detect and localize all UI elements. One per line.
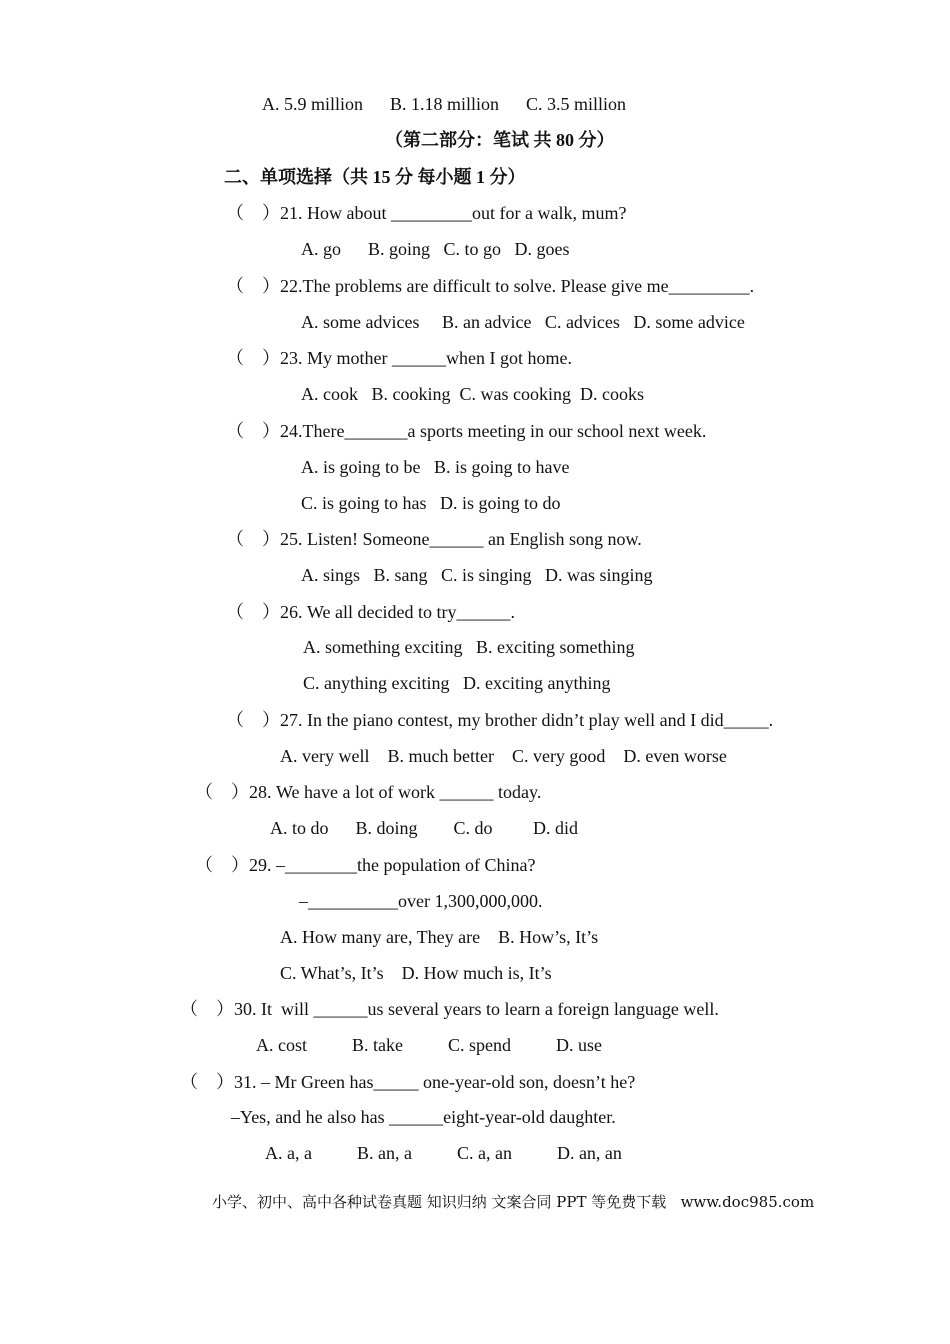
q28-options: A. to do B. doing C. do D. did xyxy=(270,818,579,838)
q29-answer-line: –__________over 1,300,000,000. xyxy=(299,891,543,911)
question-30: （ ）30. It will ______us several years to learn a foreign language well. xyxy=(180,999,719,1019)
question-31: （ ）31. – Mr Green has_____ one-year-old son, doesn’t he? xyxy=(180,1072,636,1092)
q26-options-1: A. something exciting B. exciting something xyxy=(303,637,635,657)
question-24: （ ）24.There_______a sports meeting in our school next week. xyxy=(226,421,707,441)
q24-options-1: A. is going to be B. is going to have xyxy=(301,457,570,477)
question-23: （ ）23. My mother ______when I got home. xyxy=(226,348,572,368)
question-29: （ ）29. –________the population of China? xyxy=(195,855,536,875)
page-footer: 小学、初中、高中各种试卷真题 知识归纳 文案合同 PPT 等免费下载 www.doc985.com xyxy=(212,1193,815,1211)
q23-options: A. cook B. cooking C. was cooking D. cooks xyxy=(301,384,644,404)
question-27: （ ）27. In the piano contest, my brother didn’t play well and I did_____. xyxy=(226,710,774,730)
q26-options-2: C. anything exciting D. exciting anything xyxy=(303,673,611,693)
question-26: （ ）26. We all decided to try______. xyxy=(226,602,515,622)
part-two-heading: （第二部分：笔试 共 80 分） xyxy=(385,130,615,150)
q25-options: A. sings B. sang C. is singing D. was singing xyxy=(301,565,653,585)
q27-options: A. very well B. much better C. very good D. even worse xyxy=(280,746,727,766)
q20-options: A. 5.9 million B. 1.18 million C. 3.5 million xyxy=(262,94,627,114)
q29-options-1: A. How many are, They are B. How’s, It’s xyxy=(280,927,599,947)
q31-answer-line: –Yes, and he also has ______eight-year-old daughter. xyxy=(231,1107,616,1127)
q22-options: A. some advices B. an advice C. advices D. some advice xyxy=(301,312,745,332)
question-22: （ ）22.The problems are difficult to solve. Please give me_________. xyxy=(226,276,755,296)
q29-options-2: C. What’s, It’s D. How much is, It’s xyxy=(280,963,552,983)
section-heading: 二、单项选择（共 15 分 每小题 1 分） xyxy=(224,167,526,187)
q30-options: A. cost B. take C. spend D. use xyxy=(256,1035,602,1055)
question-25: （ ）25. Listen! Someone______ an English song now. xyxy=(226,529,642,549)
question-28: （ ）28. We have a lot of work ______ today. xyxy=(195,782,542,802)
q21-options: A. go B. going C. to go D. goes xyxy=(301,239,570,259)
q24-options-2: C. is going to has D. is going to do xyxy=(301,493,561,513)
q31-options: A. a, a B. an, a C. a, an D. an, an xyxy=(265,1143,622,1163)
question-21: （ ）21. How about _________out for a walk, mum? xyxy=(226,203,627,223)
